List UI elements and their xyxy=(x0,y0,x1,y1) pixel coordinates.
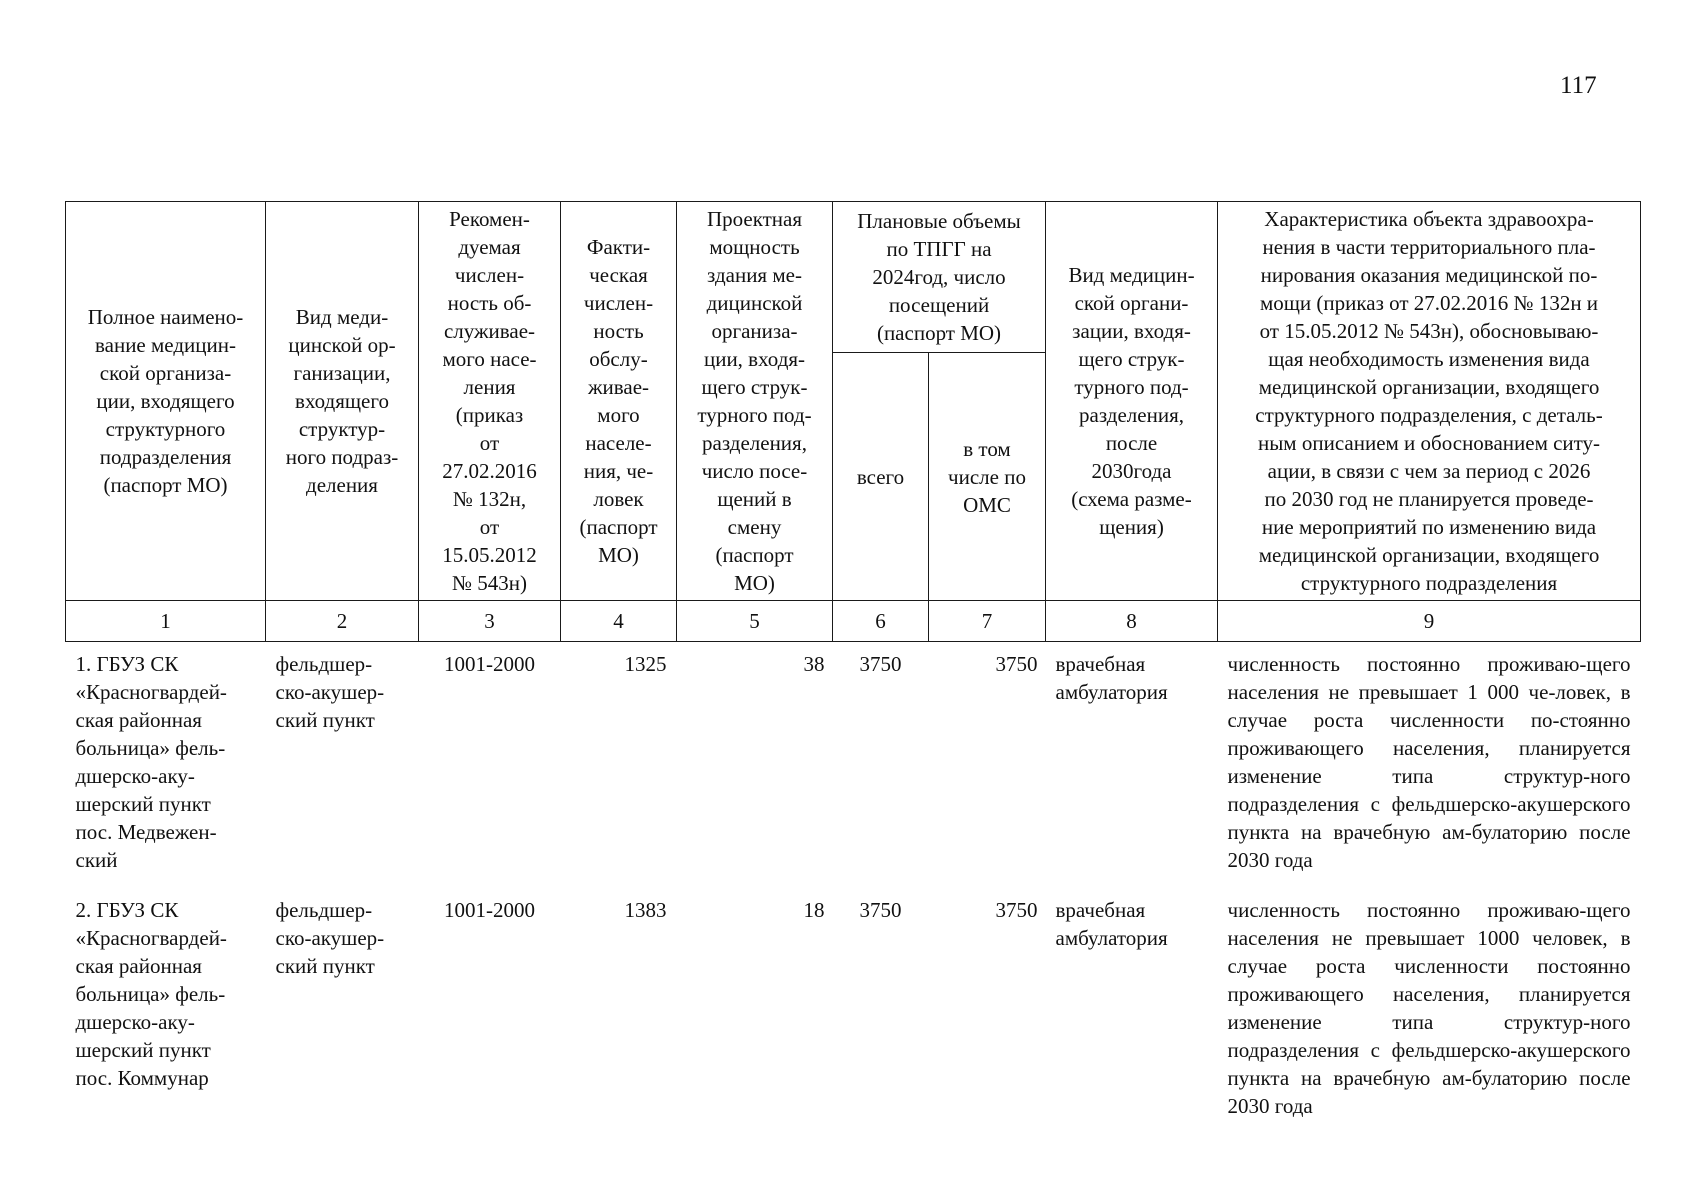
type-after-2030-cell: врачебная амбулатория xyxy=(1055,898,1168,950)
org-name-cell: 2. ГБУЗ СК «Красногвардей- ская районная больница» фель- дшерско-аку- шерский пункт пос. Коммунар xyxy=(75,898,227,1090)
table-row xyxy=(66,642,1641,891)
header-actual-population: Факти- ческая числен- ность обслу- живае- мого населе- ния, че- ловек (паспорт МО) xyxy=(561,202,677,601)
column-number: 5 xyxy=(677,601,833,642)
header-design-capacity: Проектная мощность здания ме- дицинской организа- ции, входя- щего струк- турного под- разделения, число посе- щений в смену (паспорт МО) xyxy=(677,202,833,601)
data-table xyxy=(65,201,1641,1136)
org-type-cell: фельдшер- ско-акушер- ский пункт xyxy=(275,652,385,732)
page-number: 117 xyxy=(1560,72,1597,99)
actual-population-cell: 1383 xyxy=(624,898,667,922)
column-number: 2 xyxy=(266,601,419,642)
header-recommended-population: Рекомен- дуемая числен- ность об- служивае- мого насе- ления (приказ от 27.02.2016 № 132н, от 15.05.2012 № 543н) xyxy=(419,202,561,601)
header-visits-oms: в том числе по ОМС xyxy=(929,353,1046,601)
visits-oms-cell: 3750 xyxy=(995,898,1038,922)
column-number: 9 xyxy=(1218,601,1641,642)
column-number: 6 xyxy=(833,601,929,642)
header-full-name: Полное наимено- вание медицин- ской организа- ции, входящего структурного подразделения (паспорт МО) xyxy=(66,202,266,601)
header-characteristic: Характеристика объекта здравоохра- нения в части территориального пла- нирования оказания медицинской по- мощи (приказ от 27.02.2016 № 132н и от 15.05.2012 № 543н), обосновываю- щая необходимость изменения вида медицинской организации, входящего структурного подразделения, с деталь- ным описанием и обоснованием ситу- ации, в связи с чем за период с 2026 по 2030 год не планируется проведе- ние мероприятий по изменению вида медицинской организации, входящего структурного подразделения xyxy=(1218,202,1641,601)
recommended-population-cell: 1001-2000 xyxy=(444,652,535,676)
column-number: 7 xyxy=(929,601,1046,642)
capacity-cell: 18 xyxy=(803,898,825,922)
column-numbers-row xyxy=(66,601,1641,642)
column-number: 3 xyxy=(419,601,561,642)
header-org-type: Вид меди- цинской ор- ганизации, входящего структур- ного подраз- деления xyxy=(266,202,419,601)
header-row xyxy=(66,202,1641,353)
recommended-population-cell: 1001-2000 xyxy=(444,898,535,922)
characteristic-cell: численность постоянно проживаю-щего населения не превышает 1 000 че-ловек, в случае роста численности по-стоянно проживающего населения, планируется изменение типа структур-ного подразделения с фельдшерско-акушерского пункта на врачебную ам-булаторию после 2030 года xyxy=(1227,652,1631,872)
header-org-type-after-2030: Вид медицин- ской органи- зации, входя- щего струк- турного под- разделения, после 2030года (схема разме- щения) xyxy=(1046,202,1218,601)
actual-population-cell: 1325 xyxy=(624,652,667,676)
table-row xyxy=(66,890,1641,1136)
org-name-cell: 1. ГБУЗ СК «Красногвардей- ская районная больница» фель- дшерско-аку- шерский пункт пос. Медвежен- ский xyxy=(75,652,227,872)
characteristic-cell: численность постоянно проживаю-щего населения не превышает 1000 человек, в случае роста численности постоянно проживающего населения, планируется изменение типа структур-ного подразделения с фельдшерско-акушерского пункта на врачебную ам-булаторию после 2030 года xyxy=(1227,898,1631,1118)
header-visits-total: всего xyxy=(833,353,929,601)
column-number: 4 xyxy=(561,601,677,642)
visits-total-cell: 3750 xyxy=(859,652,902,676)
org-type-cell: фельдшер- ско-акушер- ский пункт xyxy=(275,898,385,978)
column-number: 1 xyxy=(66,601,266,642)
visits-oms-cell: 3750 xyxy=(995,652,1038,676)
capacity-cell: 38 xyxy=(803,652,825,676)
header-planned-volumes: Плановые объемы по ТПГГ на 2024год, число посещений (паспорт МО) xyxy=(833,202,1046,353)
column-number: 8 xyxy=(1046,601,1218,642)
visits-total-cell: 3750 xyxy=(859,898,902,922)
type-after-2030-cell: врачебная амбулатория xyxy=(1055,652,1168,704)
